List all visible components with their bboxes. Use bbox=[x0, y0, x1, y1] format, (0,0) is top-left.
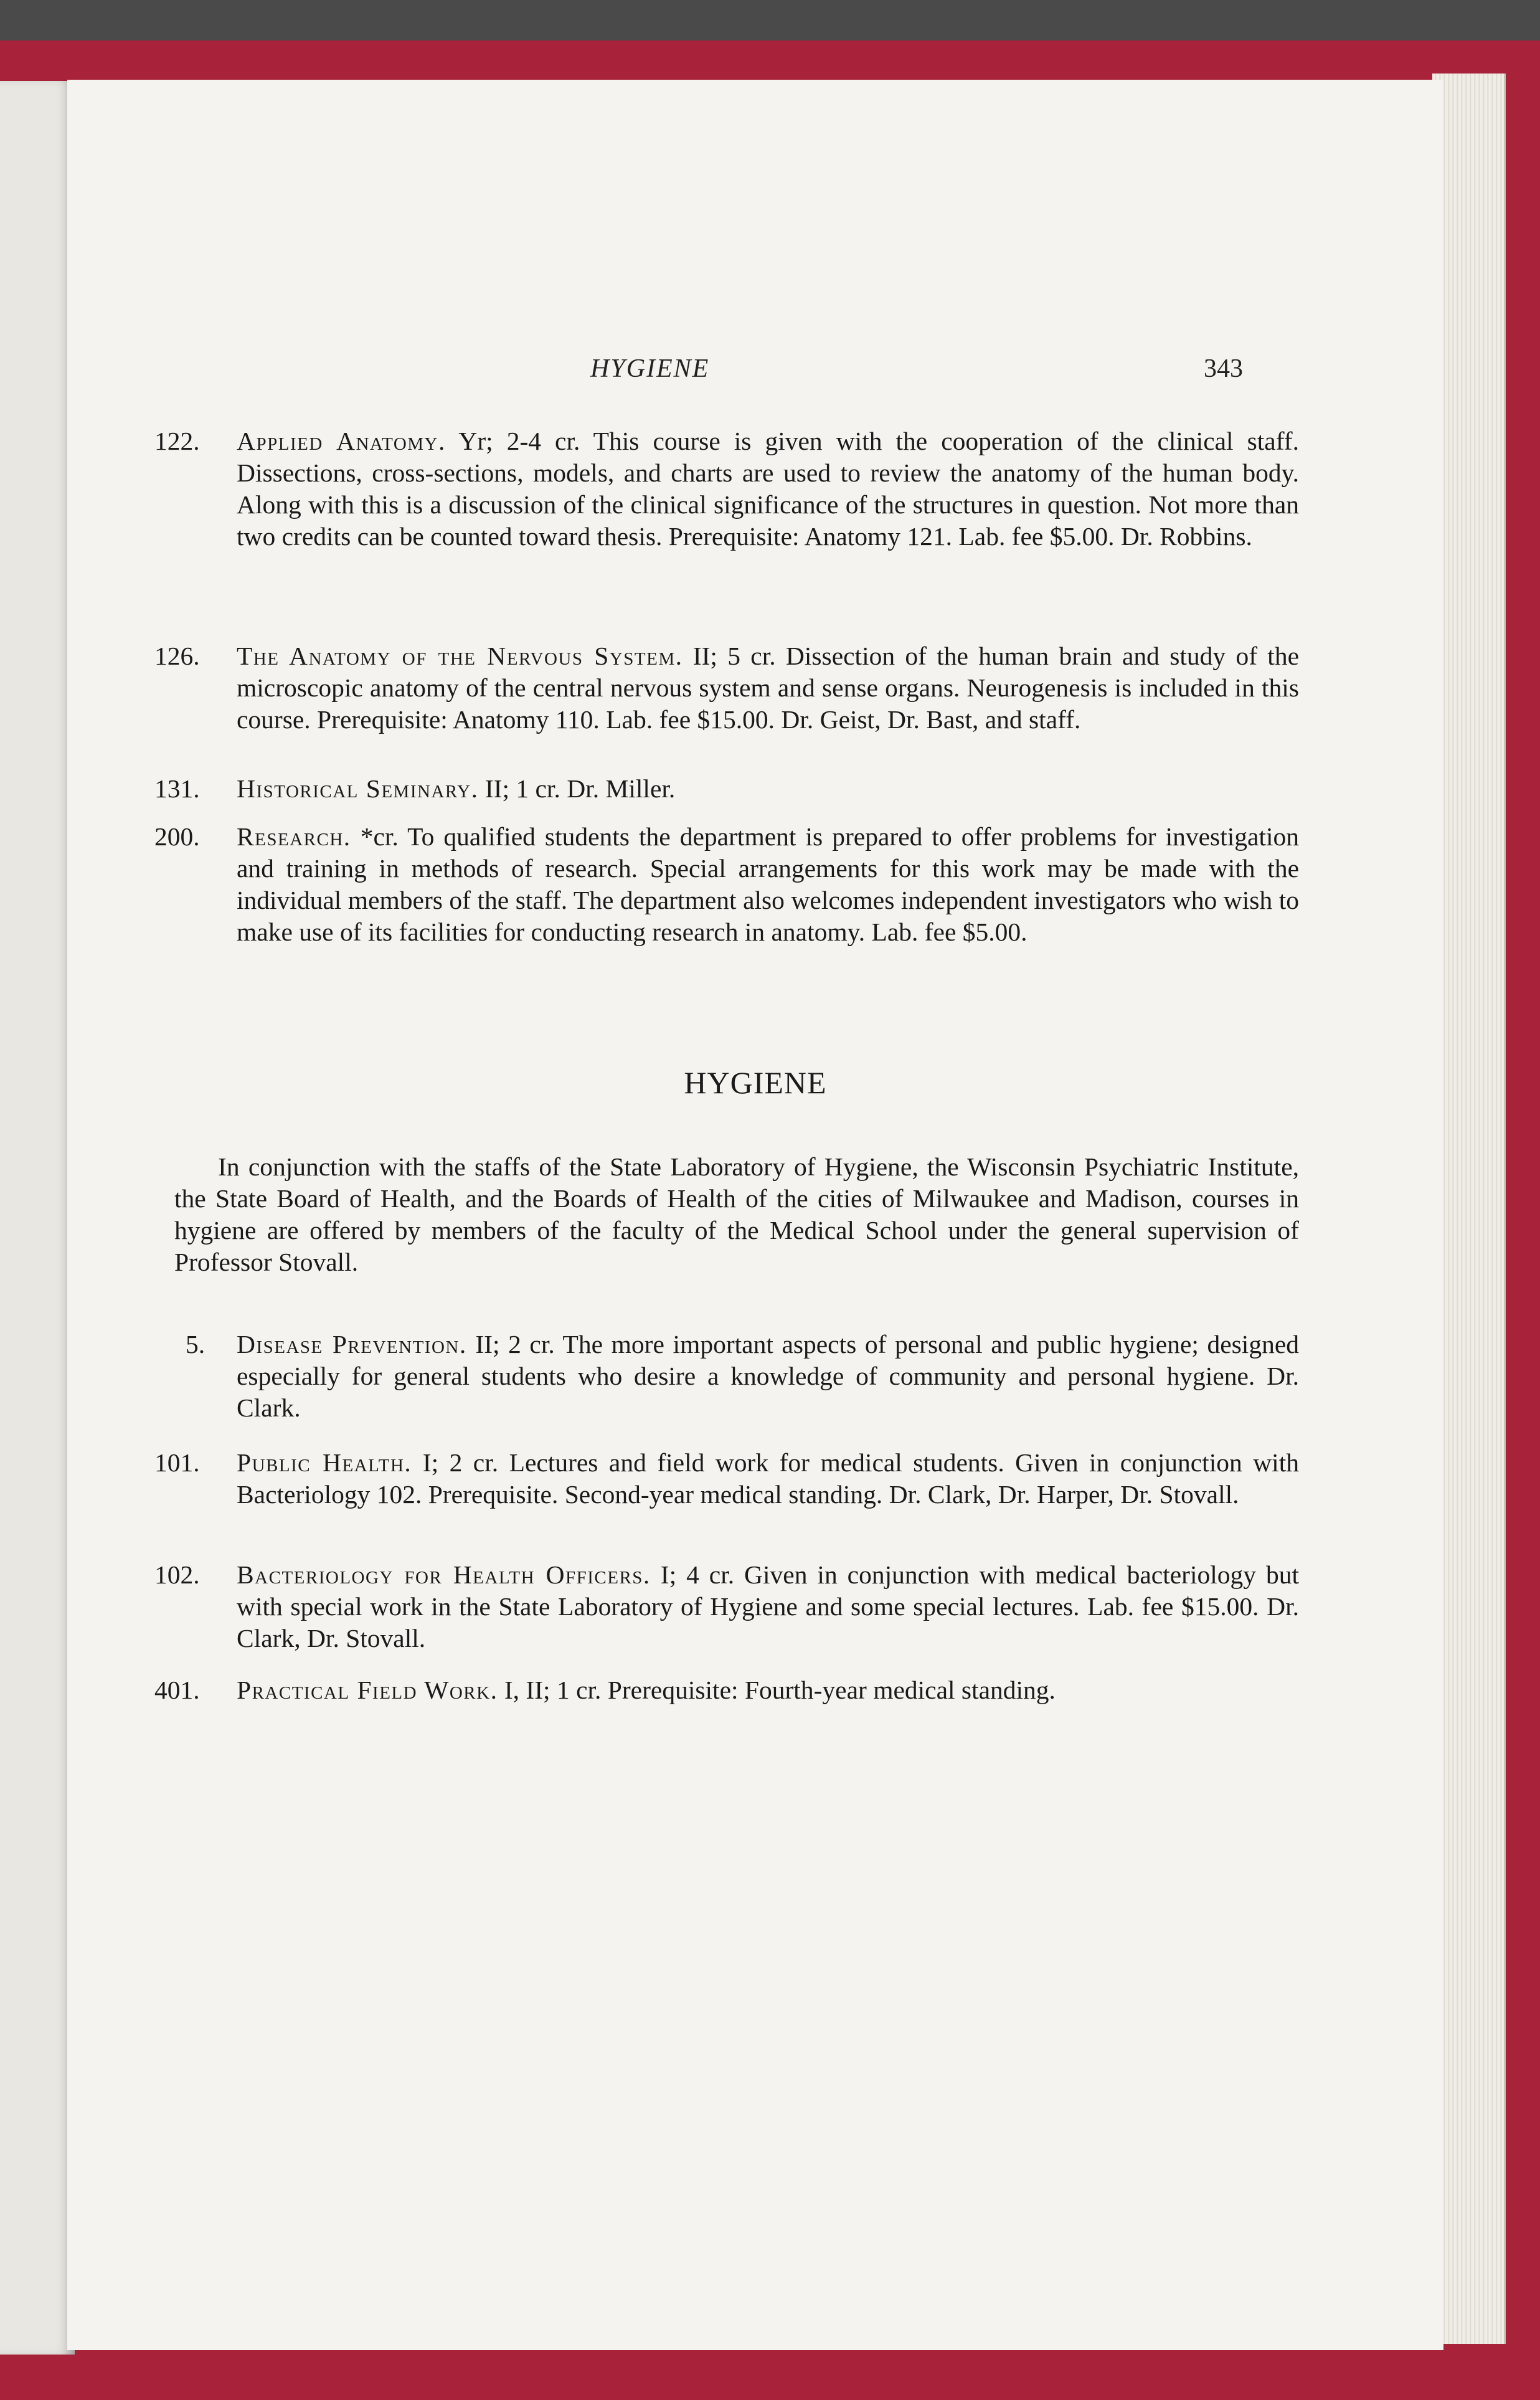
facing-page-edge bbox=[0, 81, 75, 2355]
course-text: Yr; 2-4 cr. This course is given with the cooperation of the clinical staff. Dissections, cross-sections, models, and charts are used to review the anatomy of the human body. Along with this is a discussion of the clinical significance of the structures in question. Not more than two credits can be counted toward thesis. Prerequisite: Anatomy 121. Lab. fee $5.00. Dr. Robbins. bbox=[237, 427, 1299, 551]
course-number: 101. bbox=[154, 1448, 200, 1477]
course-number: 122. bbox=[154, 427, 200, 455]
course-title: Historical Seminary. bbox=[237, 774, 479, 803]
course-number: 126. bbox=[154, 642, 200, 670]
course-text: I, II; 1 cr. Prerequisite: Fourth-year medical standing. bbox=[504, 1676, 1056, 1704]
course-text: I; 4 cr. Given in conjunction with medical bacteriology but with special work in the State Laboratory of Hygiene and some special lectures. Lab. fee $15.00. Dr. Clark, Dr. Stovall. bbox=[237, 1560, 1300, 1653]
course-description bbox=[237, 1329, 1299, 1424]
course-text: II; 2 cr. The more important aspects of personal and public hygiene; designed especially for general students who desire a knowledge of community and personal hygiene. Dr. Clark. bbox=[237, 1330, 1300, 1422]
page-number: 343 bbox=[1204, 354, 1243, 383]
course-number: 401. bbox=[154, 1676, 200, 1704]
course-description bbox=[237, 1559, 1299, 1654]
course-description bbox=[237, 1447, 1299, 1511]
course-description bbox=[237, 425, 1299, 553]
course-text: II; 1 cr. Dr. Miller. bbox=[484, 774, 676, 803]
course-description bbox=[237, 1674, 1299, 1706]
course-title: Bacteriology for Health Officers. bbox=[237, 1560, 651, 1589]
book-page bbox=[67, 80, 1443, 2350]
course-title: Practical Field Work. bbox=[237, 1676, 498, 1704]
course-description bbox=[237, 821, 1299, 948]
course-description bbox=[237, 773, 1299, 805]
course-text: II; 5 cr. Dissection of the human brain and study of the microscopic anatomy of the central nervous system and sense organs. Neurogenesis is included in this course. Prerequisite: Anatomy 110. Lab. fee $15.00. Dr. Geist, Dr. Bast, and staff. bbox=[237, 642, 1299, 734]
course-title: Applied Anatomy. bbox=[237, 427, 446, 455]
course-title: The Anatomy of the Nervous System. bbox=[237, 642, 683, 670]
page-header bbox=[67, 354, 1443, 391]
course-text: I; 2 cr. Lectures and field work for medical students. Given in conjunction with Bacteriology 102. Prerequisite. Second-year medical standing. Dr. Clark, Dr. Harper, Dr. Stovall. bbox=[237, 1448, 1299, 1509]
course-number: 200. bbox=[154, 822, 200, 851]
course-number: 131. bbox=[154, 774, 200, 803]
section-heading: HYGIENE bbox=[684, 1065, 827, 1100]
course-description bbox=[237, 640, 1299, 736]
section-intro: In conjunction with the staffs of the State Laboratory of Hygiene, the Wisconsin Psychiatric Institute, the State Board of Health, and the Boards of Health of the cities of Milwaukee and Madison, courses in hygiene are offered by members of the faculty of the Medical School under the general supervision of Professor Stovall. bbox=[174, 1152, 1299, 1276]
course-number: 102. bbox=[154, 1560, 200, 1589]
course-title: Public Health. bbox=[237, 1448, 412, 1477]
course-number: 5. bbox=[186, 1330, 205, 1359]
course-title: Research. bbox=[237, 822, 351, 851]
running-head: HYGIENE bbox=[590, 354, 710, 383]
course-text: *cr. To qualified students the department is prepared to offer problems for investigation and training in methods of research. Special arrangements for this work may be made with the individual members of the staff. The department also welcomes independent investigators who wish to make use of its facilities for conducting research in anatomy. Lab. fee $5.00. bbox=[237, 822, 1299, 946]
course-title: Disease Prevention. bbox=[237, 1330, 467, 1359]
